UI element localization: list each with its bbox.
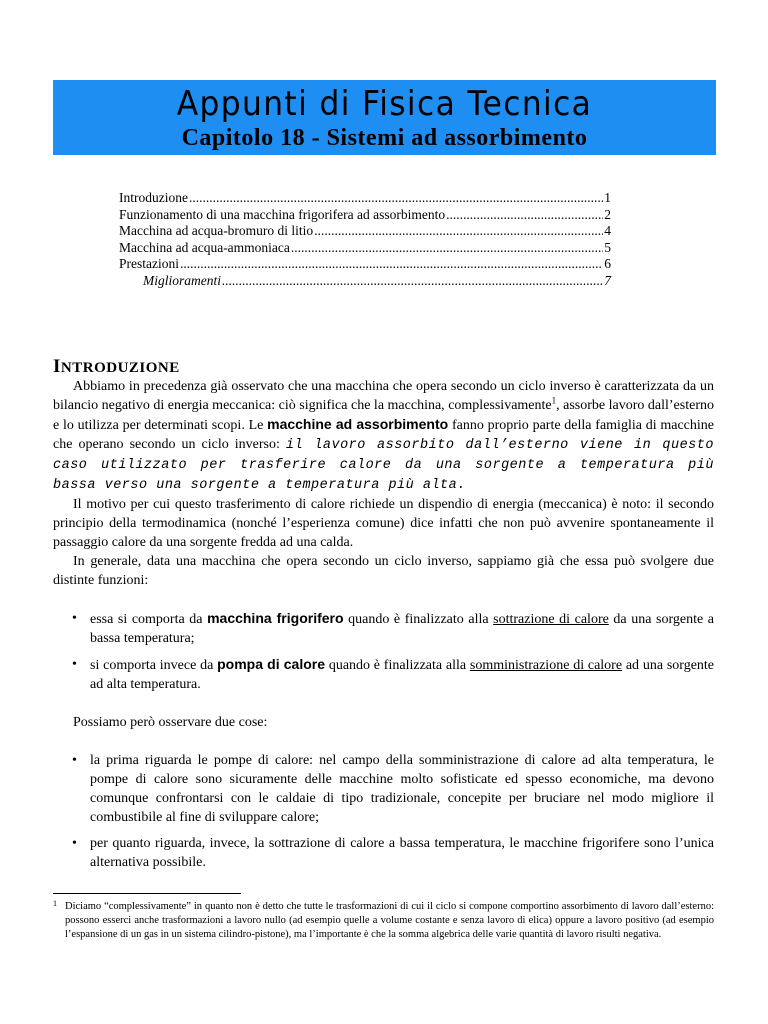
text-run: , assorbe lavoro dall’esterno e lo utilizza per determinati scopi. Le bbox=[53, 398, 714, 433]
emphasis-quote: il lavoro assorbito dall’esterno viene in questo caso utilizzato per trasferire calore da una sorgente a temperatura più bassa verso una sorgente a temperatura più alta. bbox=[53, 438, 714, 493]
text-run: la prima riguarda le pompe di calore: nel campo della somministrazione di calore ad alta temperatura, le pompe di calore sono sicuramente delle macchine molto sofisticate ed spesso economiche, ma devono comunque confrontarsi con le caldaie di tipo tradizionale, concepite per bruciare nel modo migliore il combustibile al fine di sviluppare calore; bbox=[90, 753, 714, 825]
chapter-title: Capitolo 18 - Sistemi ad assorbimento bbox=[181, 125, 588, 151]
paragraph: Il motivo per cui questo trasferimento di calore richiede un dispendio di energia (meccanica) è noto: il secondo principio della termodinamica (nonché l’esperienza comune) dice infatti che non può avvenire spontaneamente il passaggio calore da una sorgente fredda ad una calda. bbox=[53, 497, 714, 550]
toc-entry[interactable] bbox=[119, 256, 611, 273]
footnote-text: Diciamo “complessivamente” in quanto non è detto che tutte le trasformazioni di cui il ciclo si compone comportino assorbimento di lavoro dall’esterno: possono esserci anche trasformazioni a lavoro nullo (ad esempio quelle a volume costante e senza lavoro di elica) oppure a lavoro positivo (ad esempio l’espansione di un gas in un sistema cilindro-pistone), ma l’importante è che la somma algebrica delle varie quantità di lavoro risulti negativa. bbox=[65, 901, 714, 940]
toc-label: Funzionamento di una macchina frigorifera ad assorbimento bbox=[119, 206, 446, 222]
toc-entry[interactable] bbox=[119, 223, 611, 240]
text-run: essa si comporta da bbox=[90, 612, 208, 627]
toc-page: 1 bbox=[604, 190, 611, 205]
toc-label: Prestazioni bbox=[119, 256, 179, 271]
table-of-contents bbox=[119, 190, 611, 289]
list-item bbox=[53, 834, 714, 872]
toc-page: 5 bbox=[604, 239, 611, 255]
footnote-ref[interactable]: 1 bbox=[551, 395, 557, 406]
text-run: fanno proprio parte della famiglia di macchine che operano secondo un ciclo inverso: bbox=[53, 418, 714, 452]
term-highlight: macchina frigorifero bbox=[207, 610, 344, 626]
bullet-icon: • bbox=[72, 657, 77, 672]
bullet-icon: • bbox=[72, 753, 77, 768]
list-item bbox=[53, 655, 714, 694]
text-run: per quanto riguarda, invece, la sottrazione di calore a bassa temperatura, le macchine frigorifere sono l’unica alternativa possibile. bbox=[90, 836, 714, 870]
toc-page: 2 bbox=[604, 206, 611, 222]
underlined-term: somministrazione di calore bbox=[469, 658, 623, 673]
section-initial: I bbox=[53, 356, 61, 377]
toc-page: 4 bbox=[604, 223, 611, 238]
footnote bbox=[53, 900, 714, 942]
toc-label: Miglioramenti bbox=[143, 272, 221, 288]
toc-entry[interactable] bbox=[119, 207, 611, 224]
text-run: si comporta invece da bbox=[90, 658, 218, 673]
toc-label: Macchina ad acqua-bromuro di litio bbox=[119, 223, 314, 238]
toc-entry[interactable] bbox=[119, 240, 611, 257]
toc-page: 7 bbox=[604, 272, 611, 288]
bullet-icon: • bbox=[72, 611, 77, 626]
document-title: Appunti di Fisica Tecnica bbox=[176, 84, 593, 124]
footnote-divider bbox=[53, 893, 241, 894]
list-item bbox=[53, 609, 714, 648]
text-run: Abbiamo in precedenza già osservato che una macchina che opera secondo un ciclo inverso è caratterizzata da un bilancio negativo di energia meccanica: ciò significa che la macchina, complessivamente bbox=[53, 379, 714, 413]
term-highlight: macchine ad assorbimento bbox=[267, 416, 449, 432]
section-rest: NTRODUZIONE bbox=[60, 360, 180, 376]
toc-label: Macchina ad acqua-ammoniaca bbox=[119, 239, 290, 255]
toc-entry[interactable] bbox=[119, 190, 611, 207]
text-run: ad una sorgente ad alta temperatura. bbox=[90, 658, 715, 692]
toc-subentry[interactable] bbox=[119, 273, 611, 290]
paragraph: Possiamo però osservare due cose: bbox=[73, 715, 268, 730]
underlined-term: sottrazione di calore bbox=[493, 612, 609, 627]
text-run: quando è finalizzata alla bbox=[325, 658, 470, 673]
footnote-number: 1 bbox=[53, 899, 57, 908]
list-item bbox=[53, 751, 714, 827]
toc-page: 6 bbox=[604, 256, 611, 271]
paragraph bbox=[53, 377, 714, 495]
term-highlight: pompa di calore bbox=[217, 656, 326, 672]
text-run: quando è finalizzato alla bbox=[343, 612, 494, 627]
title-banner bbox=[53, 80, 716, 155]
section-heading bbox=[53, 356, 180, 378]
toc-label: Introduzione bbox=[119, 190, 188, 205]
bullet-icon: • bbox=[72, 836, 77, 851]
bullet-list bbox=[53, 751, 714, 872]
bullet-list bbox=[53, 609, 714, 694]
paragraph: In generale, data una macchina che opera secondo un ciclo inverso, sappiamo già che essa può svolgere due distinte funzioni: bbox=[53, 554, 714, 588]
text-run: da una sorgente a bassa temperatura; bbox=[90, 612, 714, 646]
body-text bbox=[53, 377, 714, 872]
